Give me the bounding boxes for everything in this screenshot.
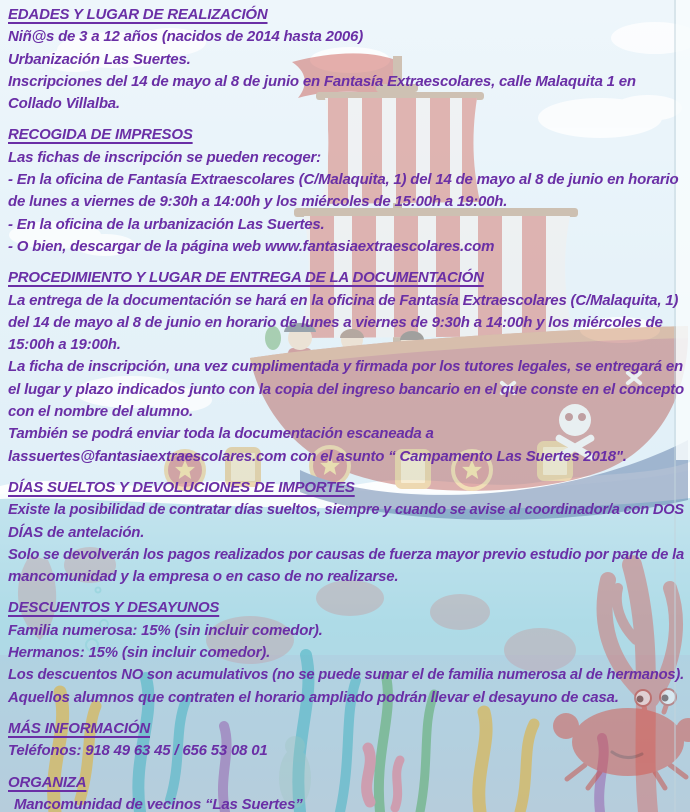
email-text: lassuertes@fantasiaextraescolares.com con el asunto “ Campamento Las Suertes 2018".: [8, 447, 627, 465]
text-line: 15:00h a 19:00h.: [8, 336, 121, 354]
text-line: DÍAS de antelación.: [8, 523, 145, 541]
section-heading: RECOGIDA DE IMPRESOS: [8, 126, 193, 144]
organizer-name: Mancomunidad de vecinos “Las Suertes”: [14, 795, 303, 812]
text-line: Solo se devolverán los pagos realizados por causas de fuerza mayor previo estudio por parte de la: [8, 545, 684, 563]
text-line: Hermanos: 15% (sin incluir comedor).: [8, 644, 271, 662]
section-organiza: [8, 772, 682, 812]
section-procedimiento: [8, 267, 682, 468]
text-line: Familia numerosa: 15% (sin incluir comedor).: [8, 621, 323, 639]
section-heading: DÍAS SUELTOS Y DEVOLUCIONES DE IMPORTES: [8, 478, 355, 496]
section-descuentos: [8, 597, 682, 708]
text-line: Existe la posibilidad de contratar días sueltos, siempre y cuando se avise al coordinador/a con DOS: [8, 501, 684, 519]
text-line: del 14 de mayo al 8 de junio en horario de lunes a viernes de 9:30h a 14:00h y los miércoles de: [8, 313, 663, 331]
section-heading: EDADES Y LUGAR DE REALIZACIÓN: [8, 6, 268, 23]
section-heading: PROCEDIMIENTO Y LUGAR DE ENTREGA DE LA DOCUMENTACIÓN: [8, 269, 484, 287]
section-heading: DESCUENTOS Y DESAYUNOS: [8, 599, 220, 617]
text-line: Niñ@s de 3 a 12 años (nacidos de 2014 hasta 2006): [8, 28, 363, 46]
text-line: Urbanización Las Suertes.: [8, 50, 191, 68]
section-heading: ORGANIZA: [8, 773, 87, 791]
text-line: La ficha de inscripción, una vez cumplimentada y firmada por los tutores legales, se entregará en: [8, 358, 683, 376]
website-text: - O bien, descargar de la página web www.fantasiaextraescolares.com: [8, 237, 495, 255]
text-line: Inscripciones del 14 de mayo al 8 de junio en Fantasía Extraescolares, calle Malaquita 1 en: [8, 72, 636, 90]
text-line: con el nombre del alumno.: [8, 403, 194, 421]
phone-numbers: Teléfonos: 918 49 63 45 / 656 53 08 01: [8, 742, 268, 760]
section-mas-informacion: [8, 718, 682, 763]
text-line: Las fichas de inscripción se pueden recoger:: [8, 148, 321, 166]
text-line: - En la oficina de Fantasía Extraescolares (C/Malaquita, 1) del 14 de mayo al 8 de junio en horario: [8, 171, 679, 189]
text-line: mancomunidad y la empresa o en caso de no realizarse.: [8, 568, 399, 586]
text-line: También se podrá enviar toda la documentación escaneada a: [8, 425, 434, 443]
section-heading: MÁS INFORMACIÓN: [8, 719, 150, 737]
text-line: Los descuentos NO son acumulativos (no se puede sumar el de familia numerosa al de hermanos).: [8, 666, 684, 684]
section-dias-sueltos: [8, 477, 682, 588]
section-recogida: [8, 124, 682, 258]
text-line: Collado Villalba.: [8, 95, 120, 113]
text-line: el lugar y plazo indicados junto con la copia del ingreso bancario en el que conste en el concepto: [8, 380, 684, 398]
section-edades: [8, 4, 682, 115]
text-line: Aquellos alumnos que contraten el horario ampliado podrán llevar el desayuno de casa.: [8, 688, 619, 706]
text-line: La entrega de la documentación se hará en la oficina de Fantasía Extraescolares (C/Malaquita, 1): [8, 291, 679, 309]
text-line: - En la oficina de la urbanización Las Suertes.: [8, 215, 325, 233]
text-line: de lunes a viernes de 9:30h a 14:00h y los miércoles de 15:00h a 19:00h.: [8, 193, 508, 211]
